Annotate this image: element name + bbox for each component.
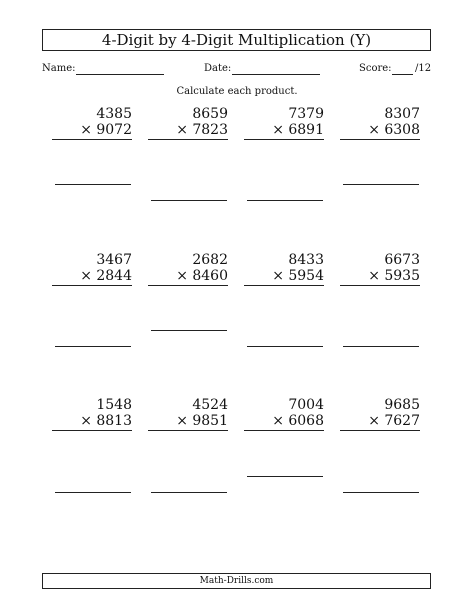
multiplicand: 7379 xyxy=(288,106,324,122)
multiplicand: 1548 xyxy=(96,397,132,413)
answer-line-6[interactable] xyxy=(151,330,227,331)
multiplicand: 3467 xyxy=(96,252,132,268)
problem-11 xyxy=(244,397,324,431)
answer-line-2[interactable] xyxy=(151,200,227,201)
problem-5 xyxy=(52,252,132,286)
multiplier: × 6308 xyxy=(340,122,420,140)
date-label: Date: xyxy=(204,63,232,74)
score-label: Score: xyxy=(359,63,392,74)
name-label: Name: xyxy=(42,63,76,74)
answer-line-5[interactable] xyxy=(55,346,131,347)
multiplicand: 4524 xyxy=(192,397,228,413)
problem-2 xyxy=(148,106,228,140)
answer-line-7[interactable] xyxy=(247,346,323,347)
multiplicand: 8433 xyxy=(288,252,324,268)
multiplicand: 7004 xyxy=(288,397,324,413)
problem-4 xyxy=(340,106,420,140)
footer: Math-Drills.com xyxy=(42,573,431,589)
multiplier: × 9851 xyxy=(148,413,228,431)
answer-line-9[interactable] xyxy=(55,492,131,493)
problem-8 xyxy=(340,252,420,286)
multiplier: × 7627 xyxy=(340,413,420,431)
multiplier: × 8813 xyxy=(52,413,132,431)
problem-9 xyxy=(52,397,132,431)
multiplicand: 2682 xyxy=(192,252,228,268)
problem-6 xyxy=(148,252,228,286)
answer-line-3[interactable] xyxy=(247,200,323,201)
multiplier: × 5954 xyxy=(244,268,324,286)
instructions: Calculate each product. xyxy=(176,86,298,97)
answer-line-1[interactable] xyxy=(55,184,131,185)
multiplier: × 9072 xyxy=(52,122,132,140)
problem-10 xyxy=(148,397,228,431)
answer-line-10[interactable] xyxy=(151,492,227,493)
multiplicand: 6673 xyxy=(384,252,420,268)
problem-7 xyxy=(244,252,324,286)
multiplicand: 9685 xyxy=(384,397,420,413)
answer-line-8[interactable] xyxy=(343,346,419,347)
worksheet-title: 4-Digit by 4-Digit Multiplication (Y) xyxy=(42,29,431,51)
name-field[interactable] xyxy=(76,74,164,75)
date-field[interactable] xyxy=(232,74,320,75)
score-total: /12 xyxy=(415,63,432,74)
problem-1 xyxy=(52,106,132,140)
problem-12 xyxy=(340,397,420,431)
multiplicand: 8659 xyxy=(192,106,228,122)
multiplicand: 8307 xyxy=(384,106,420,122)
answer-line-4[interactable] xyxy=(343,184,419,185)
multiplicand: 4385 xyxy=(96,106,132,122)
problem-3 xyxy=(244,106,324,140)
multiplier: × 6891 xyxy=(244,122,324,140)
multiplier: × 2844 xyxy=(52,268,132,286)
answer-line-11[interactable] xyxy=(247,476,323,477)
multiplier: × 6068 xyxy=(244,413,324,431)
score-field[interactable] xyxy=(392,74,413,75)
multiplier: × 8460 xyxy=(148,268,228,286)
answer-line-12[interactable] xyxy=(343,492,419,493)
multiplier: × 7823 xyxy=(148,122,228,140)
multiplier: × 5935 xyxy=(340,268,420,286)
